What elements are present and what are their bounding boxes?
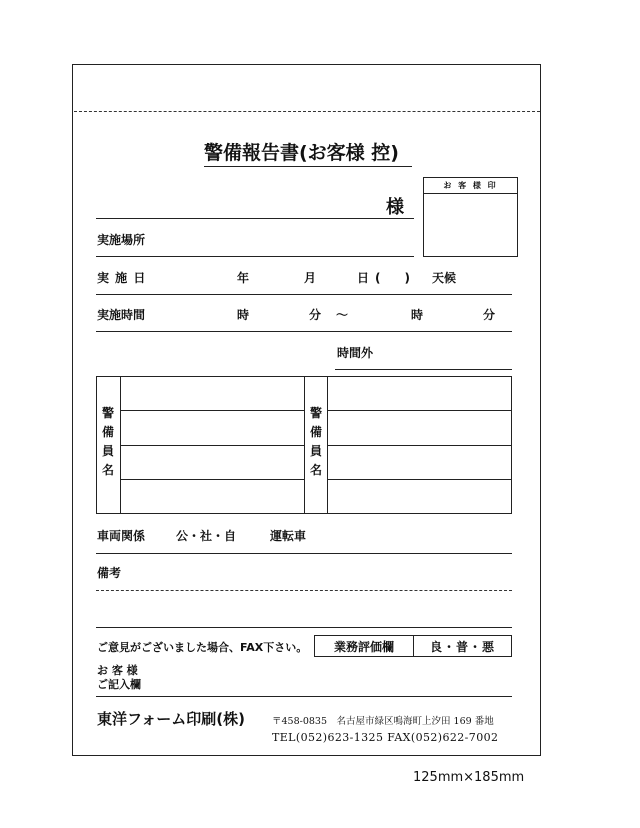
evaluation-box	[314, 635, 512, 657]
guard-label-char: 備	[309, 425, 322, 439]
title-underline	[204, 166, 412, 167]
time-minute-end-label: 分	[483, 308, 496, 322]
right-guard-label	[309, 404, 323, 480]
guard-label-char: 員	[101, 444, 114, 458]
left-guard-label	[101, 404, 115, 480]
right-row-line-1	[327, 410, 511, 411]
customer-stamp-box[interactable]	[423, 177, 518, 257]
guard-label-char: 名	[309, 463, 322, 477]
guard-label-char: 員	[309, 444, 322, 458]
evaluation-label: 業務評価欄	[333, 640, 394, 654]
customer-name-line[interactable]	[96, 218, 414, 219]
company-name: 東洋フォーム印刷(株)	[97, 710, 245, 728]
overtime-line[interactable]	[335, 369, 512, 370]
overtime-label: 時間外	[337, 346, 374, 360]
evaluation-options[interactable]: 良・普・悪	[429, 640, 495, 654]
guard-label-char: 警	[309, 406, 322, 420]
fax-note: ご意見がございました場合、FAX下さい。	[97, 641, 308, 654]
time-label: 実施時間	[97, 308, 146, 322]
guard-label-char: 名	[101, 463, 114, 477]
company-address: 〒458-0835 名古屋市緑区鳴海町上汐田 169 番地	[272, 716, 494, 727]
left-row-line-3	[120, 479, 304, 480]
left-row-line-1	[120, 410, 304, 411]
date-line[interactable]	[96, 294, 512, 295]
sama-label: 様	[386, 197, 404, 218]
guard-names-table	[96, 376, 512, 514]
date-day-label: 日( )	[357, 271, 416, 285]
left-row-line-2	[120, 445, 304, 446]
stamp-box-divider	[424, 193, 517, 194]
time-line[interactable]	[96, 331, 512, 332]
company-phone-fax: TEL(052)623-1325 FAX(052)622-7002	[272, 731, 499, 744]
location-line[interactable]	[96, 256, 414, 257]
notes-line[interactable]	[96, 627, 512, 628]
date-year-label: 年	[237, 271, 250, 285]
perforation-line	[74, 111, 540, 112]
stamp-box-label: お 客 様 印	[443, 181, 498, 190]
vehicle-line[interactable]	[96, 553, 512, 554]
date-label: 実 施 日	[97, 271, 147, 285]
form-title: 警備報告書(お客様 控)	[204, 142, 399, 164]
time-minute-start-label: 分	[309, 308, 322, 322]
size-label: 125mm×185mm	[413, 770, 525, 785]
customer-entry-label-1: お 客 様	[97, 664, 138, 677]
center-divider	[304, 377, 305, 513]
right-row-line-3	[327, 479, 511, 480]
driver-label: 運転車	[270, 529, 307, 543]
time-range-tilde: ～	[336, 308, 349, 322]
guard-label-char: 警	[101, 406, 114, 420]
notes-label: 備考	[97, 566, 122, 580]
location-label: 実施場所	[97, 233, 146, 247]
notes-dashed-line	[96, 590, 512, 591]
vehicle-options: 公・社・自	[176, 529, 237, 543]
date-month-label: 月	[304, 271, 317, 285]
time-hour-start-label: 時	[237, 308, 250, 322]
guard-label-char: 備	[101, 425, 114, 439]
customer-entry-line[interactable]	[96, 696, 512, 697]
customer-entry-label-2: ご記入欄	[97, 678, 141, 691]
time-hour-end-label: 時	[411, 308, 424, 322]
right-row-line-2	[327, 445, 511, 446]
vehicle-label: 車両関係	[97, 529, 146, 543]
weather-label: 天候	[432, 271, 457, 285]
